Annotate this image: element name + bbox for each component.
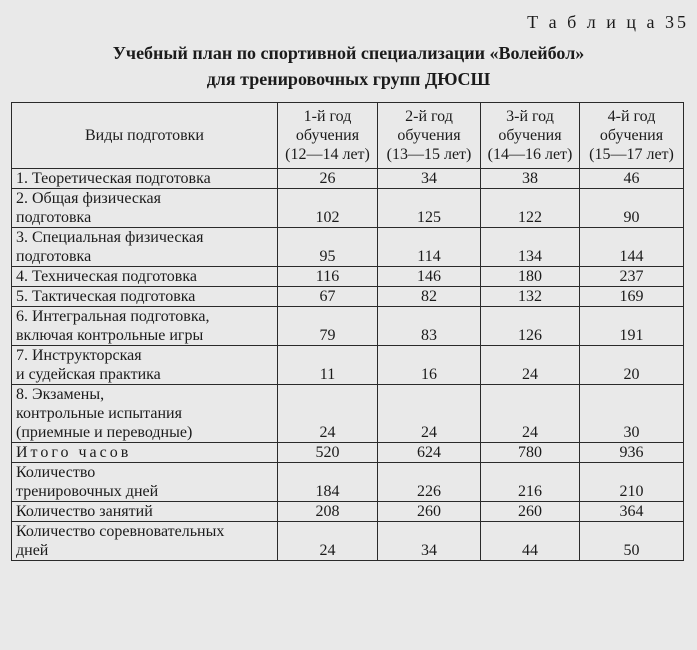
header-year-4-line: 4-й год: [607, 108, 656, 125]
header-year-3-line: (14—16 лет): [487, 146, 573, 163]
row-kind-line: дней: [16, 542, 49, 559]
title-line-2: для тренировочных групп ДЮСШ: [206, 69, 491, 89]
row-value-year-1: 24: [278, 522, 378, 561]
table-title: [0, 40, 697, 92]
table-row: [12, 189, 684, 228]
row-value-year-4: 20: [580, 346, 684, 385]
row-value-year-2: 24: [378, 385, 481, 443]
row-kind-line: Итого часов: [16, 444, 132, 461]
row-kind: [12, 463, 278, 502]
row-value-year-3: 44: [481, 522, 580, 561]
row-kind-line: контрольные испытания: [16, 405, 182, 422]
row-kind-line: подготовка: [16, 209, 92, 226]
row-kind: [12, 228, 278, 267]
table-row: [12, 502, 684, 522]
header-kind: Виды подготовки: [12, 103, 278, 169]
row-value-year-3: 780: [481, 443, 580, 463]
row-value-year-3: 132: [481, 287, 580, 307]
row-kind-line: 1. Теоретическая подготовка: [16, 170, 211, 187]
row-kind-line: 7. Инструкторская: [16, 347, 142, 364]
row-value-year-3: 122: [481, 189, 580, 228]
row-value-year-3: 134: [481, 228, 580, 267]
row-kind-line: 5. Тактическая подготовка: [16, 288, 196, 305]
row-kind-line: Количество: [16, 464, 96, 481]
row-kind-line: подготовка: [16, 248, 92, 265]
table-row: [12, 267, 684, 287]
row-value-year-4: 50: [580, 522, 684, 561]
table-row: [12, 228, 684, 267]
row-value-year-4: 191: [580, 307, 684, 346]
row-value-year-1: 208: [278, 502, 378, 522]
row-value-year-2: 146: [378, 267, 481, 287]
table-body: [12, 169, 684, 561]
header-year-2-line: 2-й год: [405, 108, 453, 125]
row-value-year-2: 34: [378, 169, 481, 189]
row-kind-line: 2. Общая физическая: [16, 190, 161, 207]
row-value-year-2: 82: [378, 287, 481, 307]
row-value-year-3: 38: [481, 169, 580, 189]
row-value-year-3: 126: [481, 307, 580, 346]
row-value-year-4: 210: [580, 463, 684, 502]
row-value-year-1: 67: [278, 287, 378, 307]
row-value-year-4: 144: [580, 228, 684, 267]
header-year-2-line: обучения: [397, 127, 461, 144]
row-kind-line: 4. Техническая подготовка: [16, 268, 197, 285]
row-value-year-2: 125: [378, 189, 481, 228]
row-value-year-3: 24: [481, 346, 580, 385]
header-year-1-line: (12—14 лет): [285, 146, 370, 163]
row-value-year-4: 30: [580, 385, 684, 443]
row-kind: [12, 189, 278, 228]
row-value-year-1: 520: [278, 443, 378, 463]
header-year-3-line: обучения: [498, 127, 562, 144]
header-year-2: [378, 103, 481, 169]
table-number: Т а б л и ц а 35: [527, 12, 689, 32]
row-value-year-2: 624: [378, 443, 481, 463]
table-row: [12, 463, 684, 502]
header-row: [12, 103, 684, 169]
row-kind: [12, 267, 278, 287]
row-kind-line: Количество соревновательных: [16, 523, 225, 540]
table-row: [12, 307, 684, 346]
row-value-year-4: 237: [580, 267, 684, 287]
row-value-year-1: 26: [278, 169, 378, 189]
row-value-year-1: 24: [278, 385, 378, 443]
header-year-3: [481, 103, 580, 169]
row-kind-line: и судейская практика: [16, 366, 161, 383]
table-row: [12, 346, 684, 385]
row-value-year-4: 936: [580, 443, 684, 463]
row-value-year-2: 226: [378, 463, 481, 502]
row-value-year-2: 260: [378, 502, 481, 522]
row-kind-line: 6. Интегральная подготовка,: [16, 308, 210, 325]
row-kind-line: тренировочных дней: [16, 483, 159, 500]
table-row: [12, 443, 684, 463]
header-year-1-line: 1-й год: [303, 108, 352, 125]
row-value-year-2: 16: [378, 346, 481, 385]
table-row: [12, 169, 684, 189]
row-value-year-1: 79: [278, 307, 378, 346]
title-line-1: Учебный план по спортивной специализации «Волейбол»: [112, 43, 585, 63]
row-kind: [12, 169, 278, 189]
header-year-1: [278, 103, 378, 169]
row-kind-line: 8. Экзамены,: [16, 386, 105, 403]
row-value-year-4: 364: [580, 502, 684, 522]
row-value-year-1: 116: [278, 267, 378, 287]
row-kind: [12, 346, 278, 385]
row-value-year-1: 95: [278, 228, 378, 267]
row-value-year-4: 90: [580, 189, 684, 228]
header-year-4: [580, 103, 684, 169]
row-value-year-1: 184: [278, 463, 378, 502]
table-row: [12, 522, 684, 561]
row-value-year-4: 46: [580, 169, 684, 189]
header-year-2-line: (13—15 лет): [386, 146, 472, 163]
header-year-3-line: 3-й год: [506, 108, 554, 125]
row-value-year-1: 102: [278, 189, 378, 228]
header-year-1-line: обучения: [295, 127, 360, 144]
table-row: [12, 287, 684, 307]
row-kind: [12, 307, 278, 346]
row-value-year-4: 169: [580, 287, 684, 307]
row-kind: [12, 385, 278, 443]
row-kind-line: 3. Специальная физическая: [16, 229, 204, 246]
row-value-year-3: 24: [481, 385, 580, 443]
table-row: [12, 385, 684, 443]
row-value-year-2: 114: [378, 228, 481, 267]
header-year-4-line: (15—17 лет): [589, 146, 674, 163]
training-plan-table: [11, 102, 684, 561]
row-kind-line: (приемные и переводные): [16, 424, 193, 441]
row-value-year-2: 83: [378, 307, 481, 346]
row-value-year-1: 11: [278, 346, 378, 385]
row-value-year-3: 180: [481, 267, 580, 287]
row-value-year-2: 34: [378, 522, 481, 561]
row-value-year-3: 216: [481, 463, 580, 502]
row-kind: [12, 522, 278, 561]
row-kind: [12, 502, 278, 522]
row-kind: [12, 287, 278, 307]
row-kind: [12, 443, 278, 463]
row-value-year-3: 260: [481, 502, 580, 522]
row-kind-line: Количество занятий: [16, 503, 153, 520]
row-kind-line: включая контрольные игры: [16, 327, 204, 344]
header-year-4-line: обучения: [599, 127, 664, 144]
